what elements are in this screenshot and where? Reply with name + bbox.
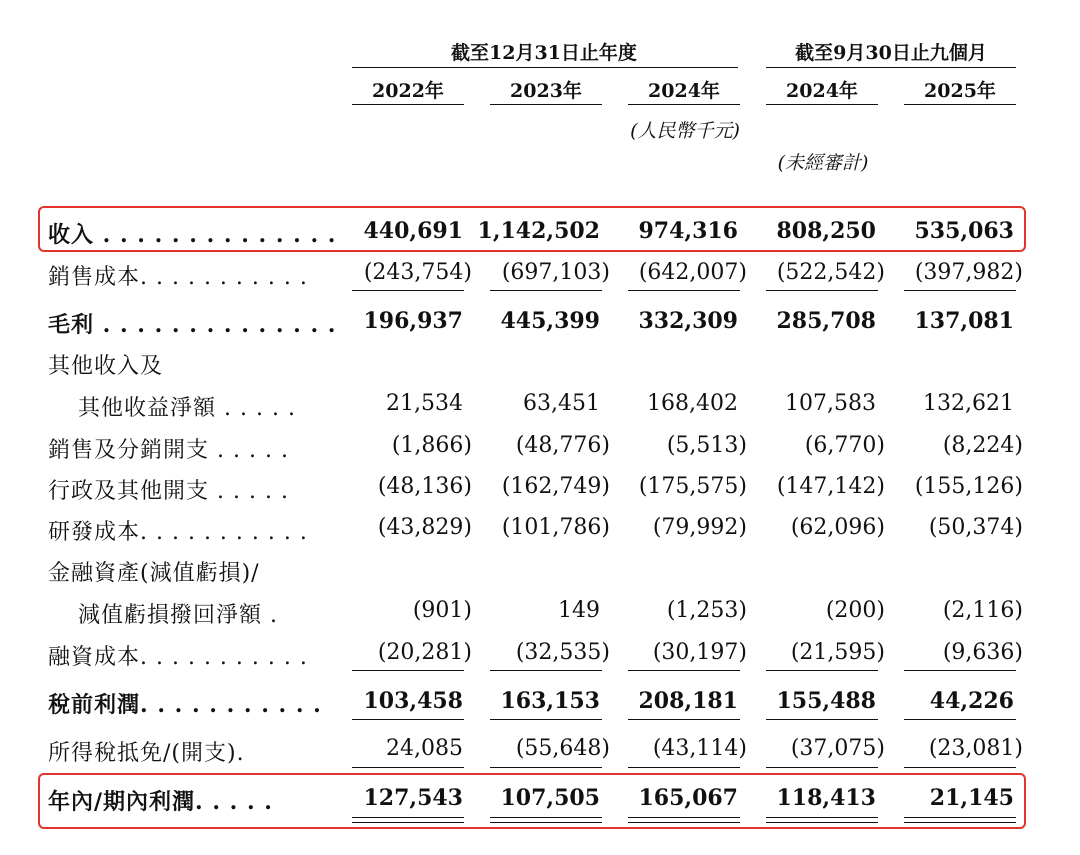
value-cell: (62,096) — [790, 515, 885, 540]
value-cell: 168,402 — [647, 391, 738, 416]
value-cell: (101,786) — [501, 515, 610, 540]
value-cell: (55,648) — [515, 736, 610, 761]
value-cell: (48,136) — [377, 474, 472, 499]
value-cell: (147,142) — [776, 474, 885, 499]
table-row — [0, 680, 1080, 720]
value-cell: (50,374) — [928, 515, 1023, 540]
subtotal-rule — [766, 719, 878, 720]
value-cell: (901) — [412, 598, 472, 623]
value-cell: 1,142,502 — [477, 218, 600, 244]
row-label: 其他收益淨額 . . . . . — [78, 396, 296, 421]
subtotal-rule — [490, 290, 602, 291]
value-cell: (37,075) — [790, 736, 885, 761]
row-label: 金融資產(減值虧損)/ — [48, 561, 260, 586]
subtotal-rule — [628, 719, 740, 720]
subtotal-rule — [628, 670, 740, 671]
value-cell: 332,309 — [638, 308, 738, 334]
value-cell: 63,451 — [523, 391, 600, 416]
value-cell: 440,691 — [363, 218, 463, 244]
value-cell: (32,535) — [515, 640, 610, 665]
subtotal-rule — [490, 719, 602, 720]
value-cell: (30,197) — [652, 640, 747, 665]
currency-unit-note: (人民幣千元) — [630, 120, 740, 142]
value-cell: (2,116) — [942, 598, 1023, 623]
value-cell: (397,982) — [914, 260, 1023, 285]
value-cell: (5,513) — [666, 433, 747, 458]
table-row — [0, 548, 1080, 588]
value-cell: (48,776) — [515, 433, 610, 458]
year-underline — [352, 104, 464, 105]
value-cell: (9,636) — [942, 640, 1023, 665]
highlight-box-revenue — [38, 206, 1026, 252]
row-label: 融資成本. . . . . . . . . . . — [48, 645, 308, 670]
unaudited-note: (未經審計) — [777, 152, 869, 174]
value-cell: (175,575) — [638, 474, 747, 499]
row-label: 行政及其他開支 . . . . . — [48, 479, 289, 504]
year-underline — [490, 104, 602, 105]
value-cell: 107,505 — [500, 785, 600, 811]
value-cell: 163,153 — [500, 688, 600, 714]
value-cell: 21,534 — [386, 391, 463, 416]
row-label: 年內/期內利潤. . . . . — [48, 789, 273, 815]
row-label: 其他收入及 — [48, 354, 164, 379]
group-header-full-year: 截至12月31日止年度 — [451, 42, 637, 64]
year-header: 2022年 — [372, 80, 444, 102]
value-cell: (243,754) — [363, 260, 472, 285]
value-cell: 137,081 — [914, 308, 1014, 334]
value-cell: 208,181 — [638, 688, 738, 714]
value-cell: (200) — [825, 598, 885, 623]
value-cell: (155,126) — [914, 474, 1023, 499]
subtotal-rule — [628, 290, 740, 291]
row-label: 毛利 . . . . . . . . . . . . . . — [48, 312, 337, 338]
row-label: 銷售及分銷開支 . . . . . — [48, 438, 289, 463]
subtotal-rule — [904, 719, 1016, 720]
row-label: 所得稅抵免/(開支). — [48, 741, 245, 766]
value-cell: 44,226 — [929, 688, 1014, 714]
value-cell: 103,458 — [363, 688, 463, 714]
subtotal-rule — [904, 290, 1016, 291]
table-row — [0, 632, 1080, 672]
group-header-underline — [352, 67, 738, 68]
value-cell: (1,866) — [391, 433, 472, 458]
subtotal-rule — [490, 767, 602, 768]
value-cell: 149 — [558, 598, 600, 623]
value-cell: 155,488 — [776, 688, 876, 714]
value-cell: (79,992) — [652, 515, 747, 540]
value-cell: (1,253) — [666, 598, 747, 623]
subtotal-rule — [352, 670, 464, 671]
table-row — [0, 507, 1080, 547]
table-row — [0, 252, 1080, 292]
value-cell: 165,067 — [638, 785, 738, 811]
value-cell: 132,621 — [923, 391, 1014, 416]
value-cell: (21,595) — [790, 640, 885, 665]
table-row — [0, 341, 1080, 381]
value-cell: (162,749) — [501, 474, 610, 499]
value-cell: 535,063 — [914, 218, 1014, 244]
row-label: 銷售成本. . . . . . . . . . . — [48, 265, 308, 290]
group-header-nine-months: 截至9月30日止九個月 — [795, 42, 987, 64]
subtotal-rule — [490, 670, 602, 671]
value-cell: 21,145 — [929, 785, 1014, 811]
value-cell: 285,708 — [776, 308, 876, 334]
value-cell: (697,103) — [501, 260, 610, 285]
value-cell: (20,281) — [377, 640, 472, 665]
value-cell: 107,583 — [785, 391, 876, 416]
value-cell: (6,770) — [804, 433, 885, 458]
table-row — [0, 425, 1080, 465]
value-cell: 24,085 — [386, 736, 463, 761]
subtotal-rule — [766, 290, 878, 291]
value-cell: 127,543 — [363, 785, 463, 811]
year-header: 2024年 — [786, 80, 858, 102]
year-underline — [904, 104, 1016, 105]
subtotal-rule — [352, 719, 464, 720]
value-cell: 196,937 — [363, 308, 463, 334]
subtotal-rule — [352, 290, 464, 291]
value-cell: 445,399 — [500, 308, 600, 334]
year-header: 2024年 — [648, 80, 720, 102]
highlight-box-profit — [38, 773, 1026, 829]
year-header: 2025年 — [924, 80, 996, 102]
value-cell: 118,413 — [776, 785, 876, 811]
subtotal-rule — [352, 767, 464, 768]
subtotal-rule — [904, 670, 1016, 671]
value-cell: (8,224) — [942, 433, 1023, 458]
table-row — [0, 590, 1080, 630]
row-label: 減值虧損撥回淨額 . — [78, 603, 278, 628]
subtotal-rule — [766, 767, 878, 768]
table-row — [0, 383, 1080, 423]
row-label: 研發成本. . . . . . . . . . . — [48, 520, 308, 545]
subtotal-rule — [766, 670, 878, 671]
value-cell: (43,114) — [652, 736, 747, 761]
value-cell: (43,829) — [377, 515, 472, 540]
year-underline — [628, 104, 740, 105]
year-header: 2023年 — [510, 80, 582, 102]
year-underline — [766, 104, 878, 105]
value-cell: (23,081) — [928, 736, 1023, 761]
value-cell: 808,250 — [776, 218, 876, 244]
table-row — [0, 466, 1080, 506]
group-header-underline — [766, 67, 1016, 68]
table-row — [0, 300, 1080, 340]
value-cell: 974,316 — [638, 218, 738, 244]
row-label: 稅前利潤. . . . . . . . . . . — [48, 692, 322, 718]
subtotal-rule — [904, 767, 1016, 768]
value-cell: (522,542) — [776, 260, 885, 285]
subtotal-rule — [628, 767, 740, 768]
table-row — [0, 728, 1080, 768]
row-label: 收入 . . . . . . . . . . . . . . — [48, 222, 337, 248]
value-cell: (642,007) — [638, 260, 747, 285]
